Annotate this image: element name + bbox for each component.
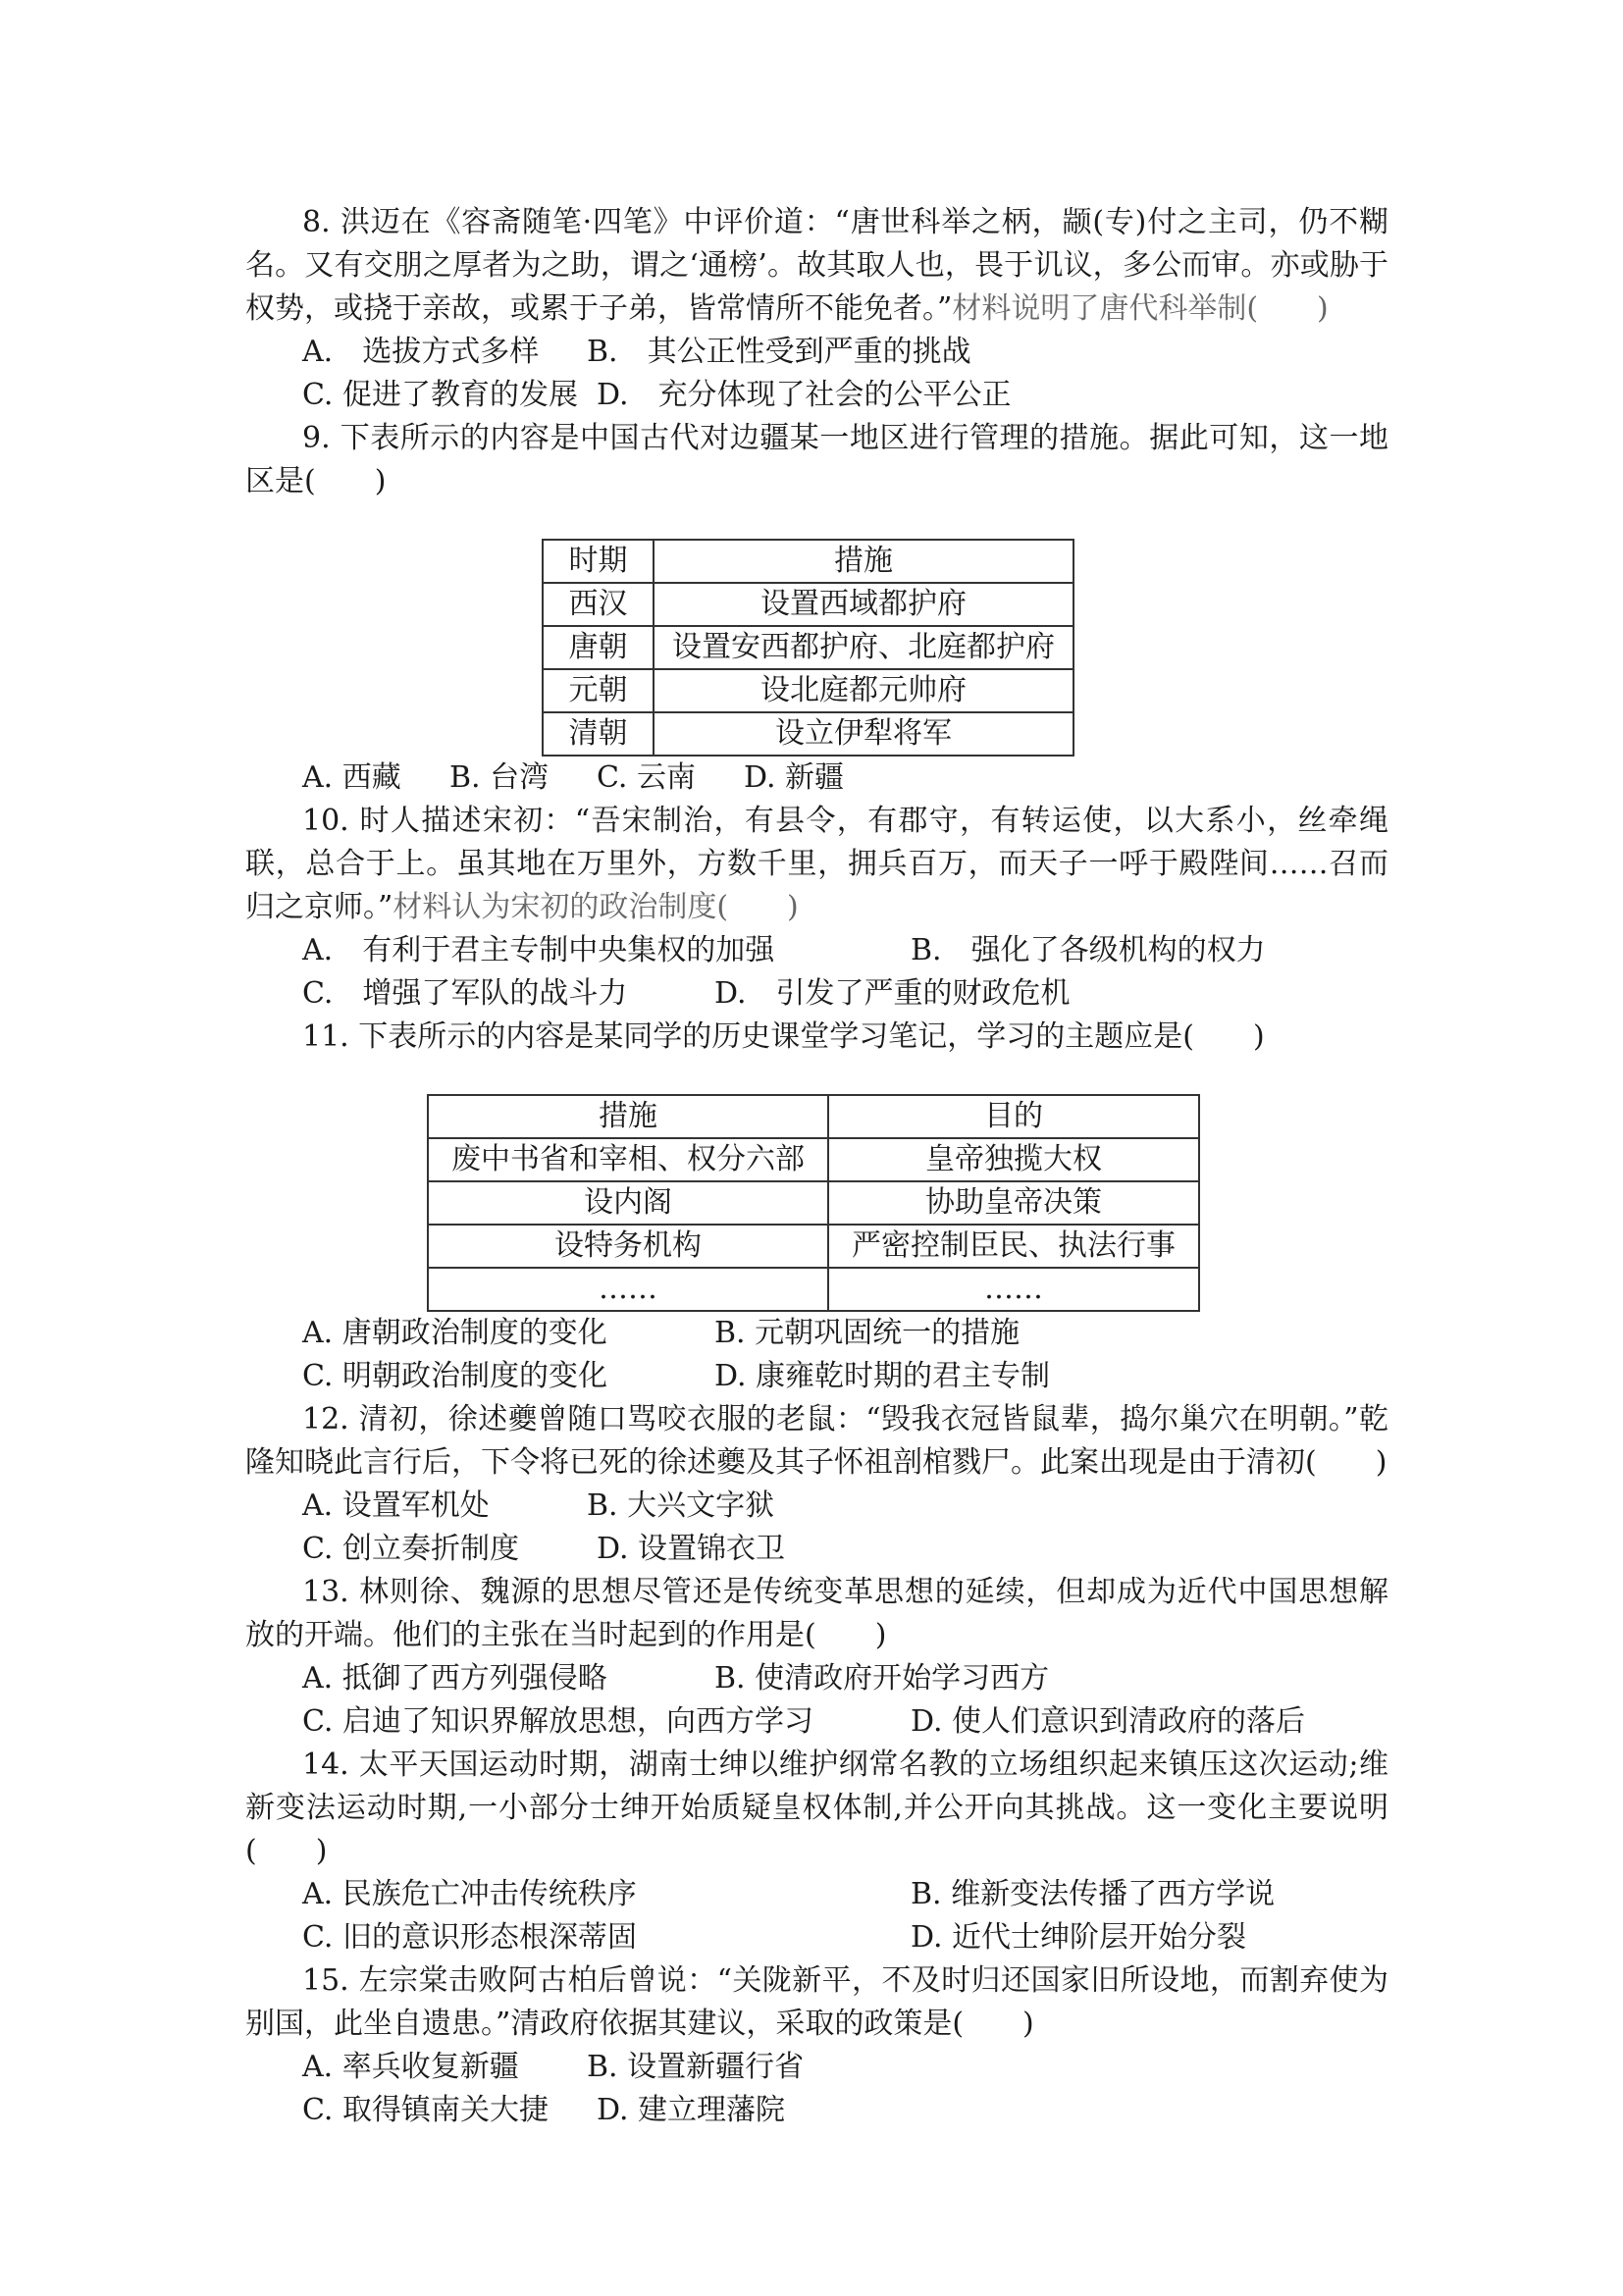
question-9-option-b[interactable]: B. 台湾 xyxy=(449,760,550,795)
question-14-stem: 14. 太平天国运动时期，湖南士绅以维护纲常名教的立场组织起来镇压这次运动;维新变法运动时期,一小部分士绅开始质疑皇权体制,并公开向其挑战。这一变化主要说明( ) xyxy=(245,1748,1388,1868)
table-cell: 设置安西都护府、北庭都护府 xyxy=(654,626,1073,669)
table-cell: …… xyxy=(428,1268,828,1311)
table-cell: 严密控制臣民、执法行事 xyxy=(828,1225,1199,1268)
question-10-quote: 10. 时人描述宋初：“吾宋制治，有县令，有郡守，有转运使，以大系小，丝牵绳联，总合于上。虽其地在万里外，方数千里，拥兵百万，而天子一呼于殿陛间……召而归之京师。” xyxy=(245,804,1388,924)
question-10-option-d[interactable]: D. 引发了严重的财政危机 xyxy=(714,976,1071,1011)
table-cell: 皇帝独揽大权 xyxy=(828,1138,1199,1181)
question-9-option-d[interactable]: D. 新疆 xyxy=(744,760,845,795)
question-14-options-row-1 xyxy=(245,1873,1388,1916)
table-header-cell: 目的 xyxy=(828,1095,1199,1138)
table-row xyxy=(543,583,1073,626)
question-10-option-b[interactable]: B. 强化了各级机构的权力 xyxy=(911,933,1266,967)
question-11 xyxy=(245,1016,1388,1398)
question-13-option-b[interactable]: B. 使清政府开始学习西方 xyxy=(714,1661,1050,1696)
question-9-table xyxy=(542,539,1074,757)
question-14-options-row-2 xyxy=(245,1916,1388,1959)
table-cell: 协助皇帝决策 xyxy=(828,1181,1199,1225)
exam-page xyxy=(245,201,1388,2132)
table-header-row xyxy=(543,540,1073,583)
question-15-option-a[interactable]: A. 率兵收复新疆 xyxy=(302,2050,519,2084)
table-cell: 设内阁 xyxy=(428,1181,828,1225)
question-13-stem: 13. 林则徐、魏源的思想尽管还是传统变革思想的延续，但却成为近代中国思想解放的开端。他们的主张在当时起到的作用是( ) xyxy=(245,1575,1388,1652)
table-cell: 西汉 xyxy=(543,583,654,626)
question-15-stem: 15. 左宗棠击败阿古柏后曾说：“关陇新平，不及时归还国家旧所设地，而割弃使为别国，此坐自遗患。”清政府依据其建议，采取的政策是( ) xyxy=(245,1963,1388,2041)
question-9-options-row xyxy=(245,757,1388,800)
table-row xyxy=(543,626,1073,669)
question-12 xyxy=(245,1398,1388,1571)
table-cell: …… xyxy=(828,1268,1199,1311)
question-15-options-row-2 xyxy=(245,2089,1388,2132)
question-13-option-c[interactable]: C. 启迪了知识界解放思想，向西方学习 xyxy=(302,1704,813,1739)
table-cell: 设特务机构 xyxy=(428,1225,828,1268)
question-10-stem xyxy=(245,800,1388,929)
question-11-option-b[interactable]: B. 元朝巩固统一的措施 xyxy=(714,1316,1021,1350)
table-header-cell: 措施 xyxy=(654,540,1073,583)
question-12-options-row-1 xyxy=(245,1485,1388,1528)
table-header-cell: 时期 xyxy=(543,540,654,583)
question-8-options-row-2 xyxy=(245,374,1388,417)
question-11-option-c[interactable]: C. 明朝政治制度的变化 xyxy=(302,1359,607,1393)
question-10-options-row-1 xyxy=(245,929,1388,972)
question-8-options-row-1 xyxy=(245,331,1388,374)
question-12-option-c[interactable]: C. 创立奏折制度 xyxy=(302,1532,519,1566)
table-row xyxy=(428,1181,1199,1225)
question-8-stem xyxy=(245,201,1388,331)
question-8-option-a[interactable]: A. 选拔方式多样 xyxy=(302,335,540,369)
question-10-options-row-2 xyxy=(245,972,1388,1016)
question-11-stem: 11. 下表所示的内容是某同学的历史课堂学习笔记，学习的主题应是( ) xyxy=(302,1019,1265,1054)
table-header-cell: 措施 xyxy=(428,1095,828,1138)
question-15-option-b[interactable]: B. 设置新疆行省 xyxy=(587,2050,805,2084)
table-header-row xyxy=(428,1095,1199,1138)
table-cell: 设置西域都护府 xyxy=(654,583,1073,626)
table-cell: 设立伊犁将军 xyxy=(654,712,1073,756)
table-row xyxy=(543,712,1073,756)
question-10 xyxy=(245,800,1388,1016)
question-14-option-d[interactable]: D. 近代士绅阶层开始分裂 xyxy=(911,1920,1247,1955)
question-13-option-a[interactable]: A. 抵御了西方列强侵略 xyxy=(302,1661,607,1696)
question-8 xyxy=(245,201,1388,417)
question-9-option-c[interactable]: C. 云南 xyxy=(597,760,696,795)
question-10-option-a[interactable]: A. 有利于君主专制中央集权的加强 xyxy=(302,933,775,967)
question-8-prompt: 材料说明了唐代科举制( ) xyxy=(952,291,1329,326)
question-8-option-b[interactable]: B. 其公正性受到严重的挑战 xyxy=(587,335,971,369)
question-15 xyxy=(245,1959,1388,2132)
question-12-option-d[interactable]: D. 设置锦衣卫 xyxy=(597,1532,786,1566)
question-10-prompt: 材料认为宋初的政治制度( ) xyxy=(393,890,799,924)
table-row xyxy=(428,1225,1199,1268)
question-15-option-d[interactable]: D. 建立理藩院 xyxy=(597,2093,786,2127)
question-13-option-d[interactable]: D. 使人们意识到清政府的落后 xyxy=(911,1704,1306,1739)
question-8-option-d[interactable]: D. 充分体现了社会的公平公正 xyxy=(597,378,1012,412)
question-9-option-a[interactable]: A. 西藏 xyxy=(302,760,401,795)
table-cell: 元朝 xyxy=(543,669,654,712)
question-11-table xyxy=(427,1094,1200,1312)
table-cell: 设北庭都元帅府 xyxy=(654,669,1073,712)
table-row xyxy=(428,1138,1199,1181)
question-10-option-c[interactable]: C. 增强了军队的战斗力 xyxy=(302,976,628,1011)
question-8-quote: 8. 洪迈在《容斋随笔·四笔》中评价道：“唐世科举之柄，颛(专)付之主司，仍不糊名。又有交朋之厚者为之助，谓之‘通榜’。故其取人也，畏于讥议，多公而审。亦或胁于权势，或挠于亲故，或累于子弟，皆常情所不能免者。” xyxy=(245,205,1388,326)
question-12-options-row-2 xyxy=(245,1528,1388,1571)
question-13-options-row-1 xyxy=(245,1657,1388,1700)
table-row xyxy=(428,1268,1199,1311)
question-13 xyxy=(245,1571,1388,1744)
table-cell: 唐朝 xyxy=(543,626,654,669)
question-12-stem: 12. 清初，徐述夔曾随口骂咬衣服的老鼠：“毁我衣冠皆鼠辈，捣尔巢穴在明朝。”乾隆知晓此言行后，下令将已死的徐述夔及其子怀祖剖棺戮尸。此案出现是由于清初( ) xyxy=(245,1402,1388,1480)
table-cell: 废中书省和宰相、权分六部 xyxy=(428,1138,828,1181)
question-12-option-b[interactable]: B. 大兴文字狱 xyxy=(587,1488,775,1523)
table-cell: 清朝 xyxy=(543,712,654,756)
question-11-option-d[interactable]: D. 康雍乾时期的君主专制 xyxy=(714,1359,1051,1393)
question-13-options-row-2 xyxy=(245,1700,1388,1744)
question-15-options-row-1 xyxy=(245,2046,1388,2089)
question-11-option-a[interactable]: A. 唐朝政治制度的变化 xyxy=(302,1316,607,1350)
question-15-option-c[interactable]: C. 取得镇南关大捷 xyxy=(302,2093,549,2127)
question-11-options-row-1 xyxy=(245,1312,1388,1355)
question-14-option-a[interactable]: A. 民族危亡冲击传统秩序 xyxy=(302,1877,637,1911)
question-12-option-a[interactable]: A. 设置军机处 xyxy=(302,1488,490,1523)
question-14-option-c[interactable]: C. 旧的意识形态根深蒂固 xyxy=(302,1920,637,1955)
question-9-stem: 9. 下表所示的内容是中国古代对边疆某一地区进行管理的措施。据此可知，这一地区是( ) xyxy=(245,421,1388,498)
table-row xyxy=(543,669,1073,712)
question-9 xyxy=(245,417,1388,800)
question-11-options-row-2 xyxy=(245,1355,1388,1398)
question-14-option-b[interactable]: B. 维新变法传播了西方学说 xyxy=(911,1877,1276,1911)
question-8-option-c[interactable]: C. 促进了教育的发展 xyxy=(302,378,578,412)
question-14 xyxy=(245,1744,1388,1959)
